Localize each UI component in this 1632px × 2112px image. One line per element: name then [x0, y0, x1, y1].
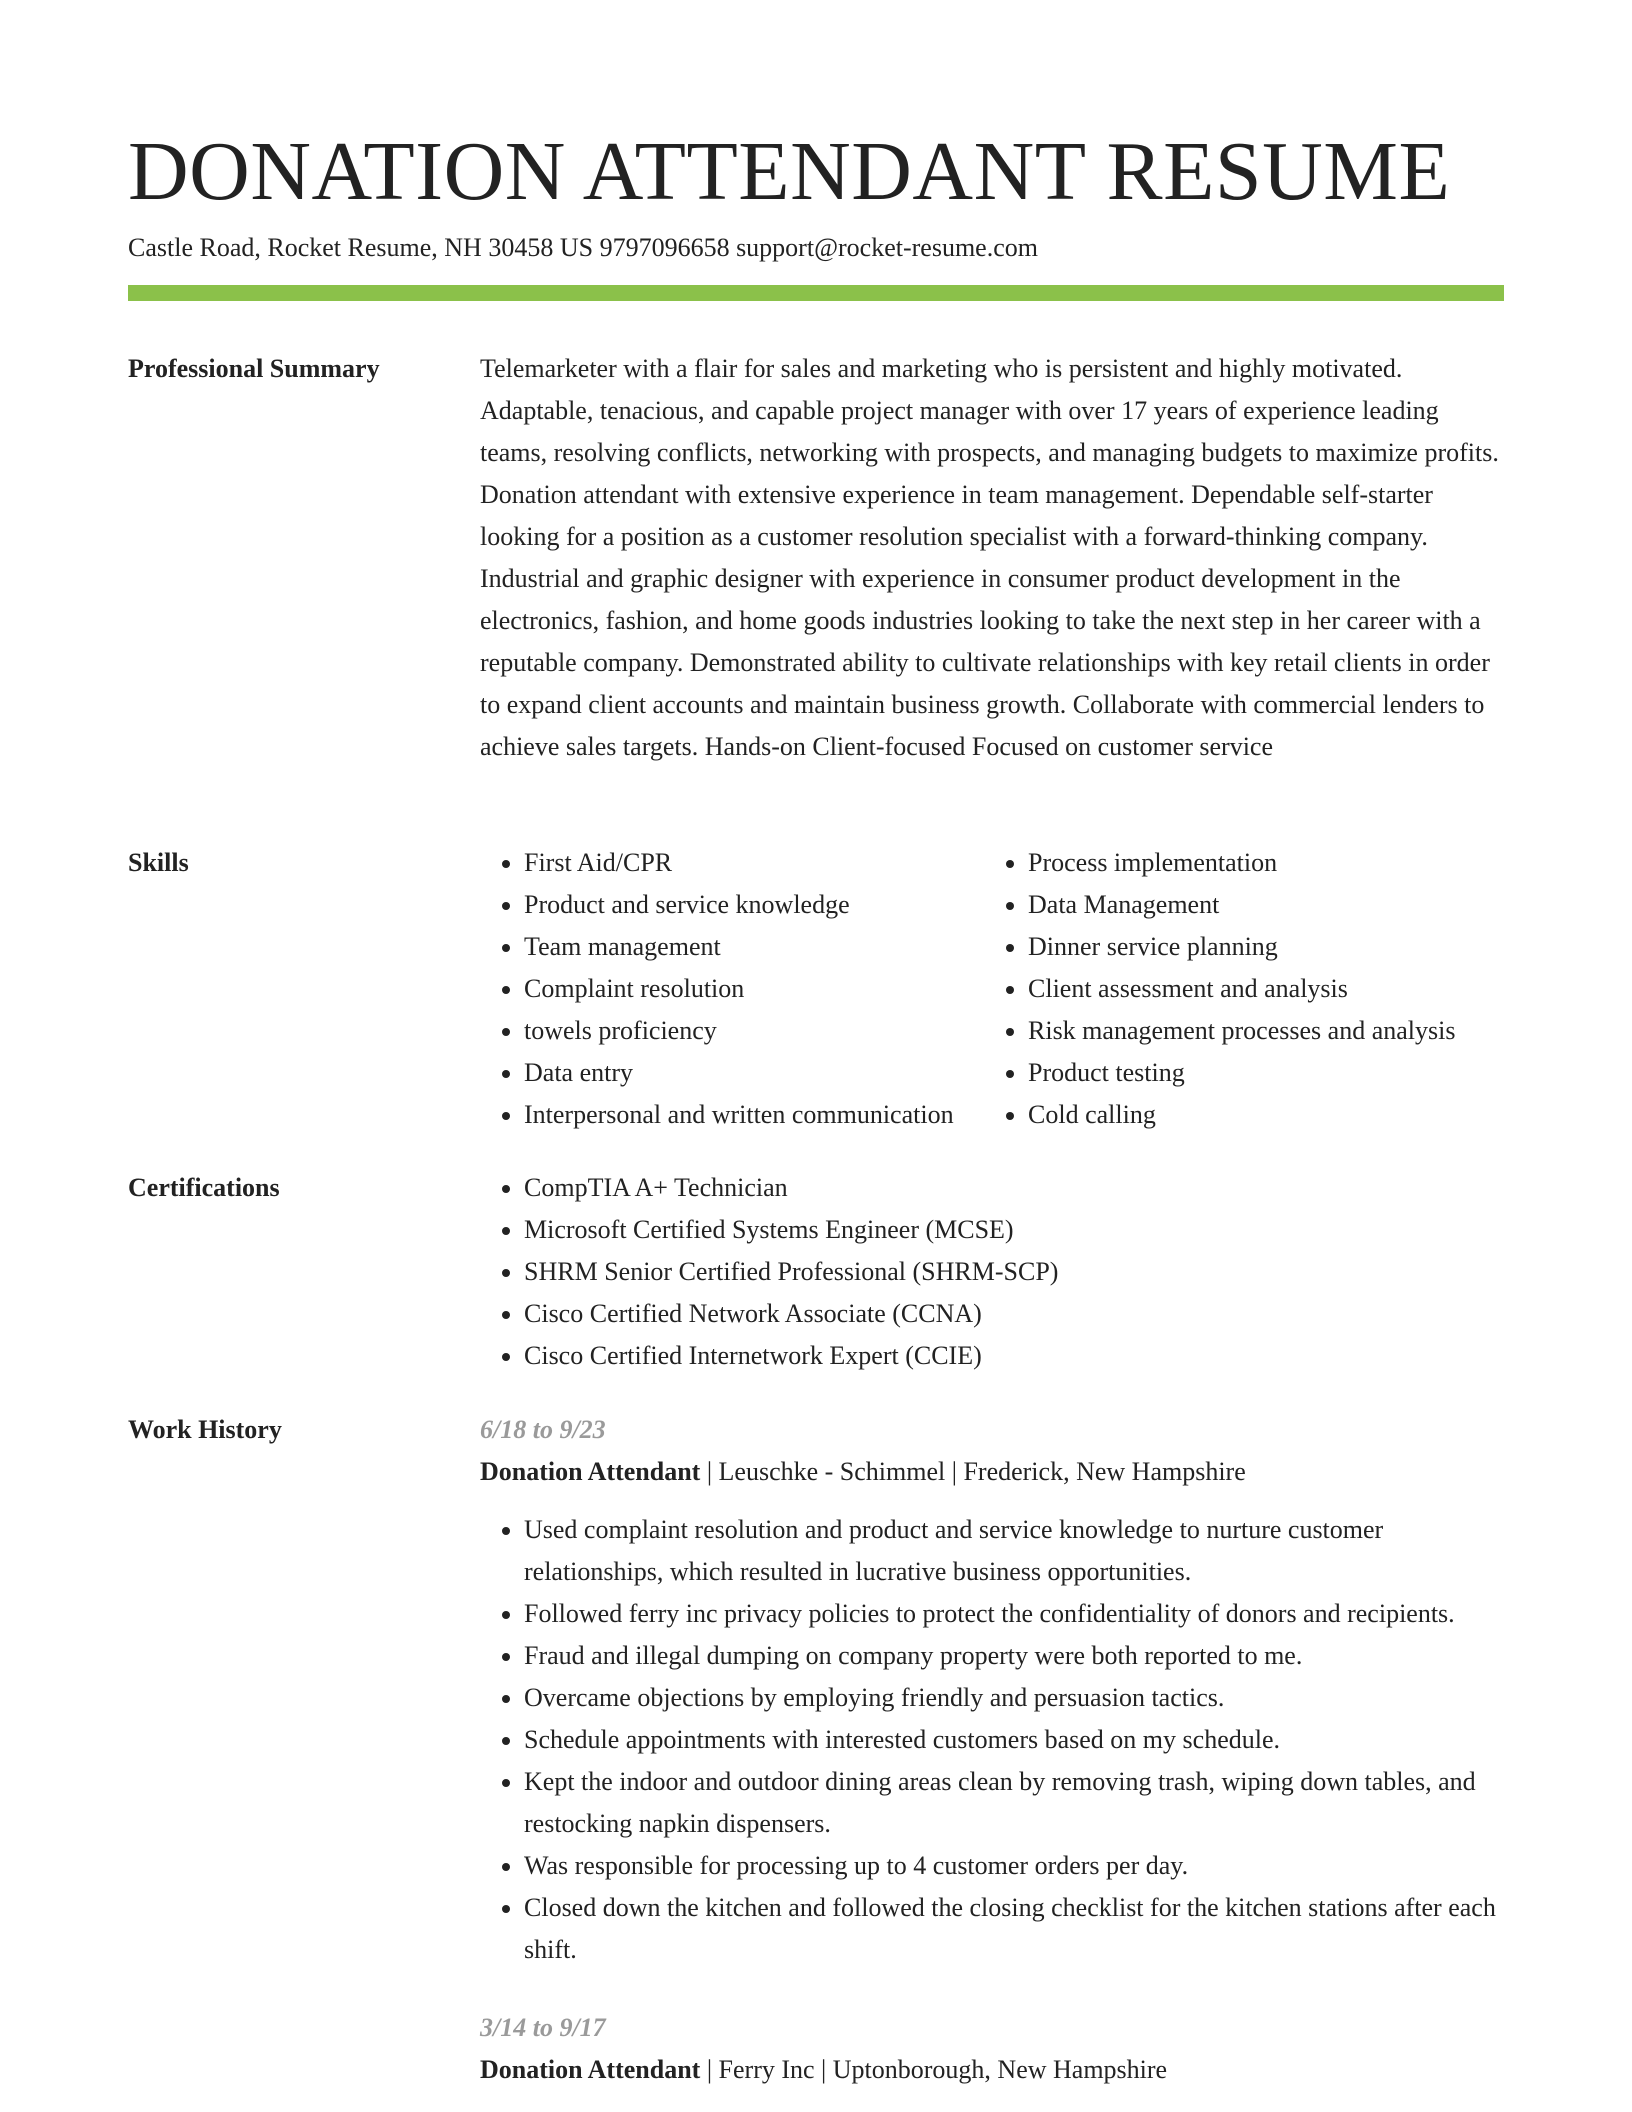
skill-item: • Team management: [524, 926, 984, 968]
job-company-location: | Ferry Inc | Uptonborough, New Hampshire: [700, 2055, 1168, 2084]
job-dates: 3/14 to 9/17: [480, 2013, 606, 2042]
job-entry: [480, 1409, 1504, 1971]
work-history-heading: Work History: [128, 1415, 282, 1444]
certification-item: • Microsoft Certified Systems Engineer (MCSE): [524, 1209, 1504, 1251]
skills-column-right: [984, 842, 1504, 1136]
skills-column-left: [480, 842, 984, 1136]
certifications-list: [480, 1167, 1504, 1377]
skill-item: • Product testing: [1028, 1052, 1504, 1094]
skill-item: • Risk management processes and analysis: [1028, 1010, 1504, 1052]
skill-item: • Client assessment and analysis: [1028, 968, 1504, 1010]
summary-body: [480, 348, 1504, 768]
skill-item: • Cold calling: [1028, 1094, 1504, 1136]
accent-divider: [128, 285, 1504, 301]
work-history-body: [480, 1409, 1504, 2107]
summary-heading: Professional Summary: [128, 354, 380, 383]
job-bullet-list: [480, 1509, 1504, 1971]
skill-item: • Data entry: [524, 1052, 984, 1094]
certification-item: • CompTIA A+ Technician: [524, 1167, 1504, 1209]
skills-section: [128, 842, 1504, 1142]
job-company-location: | Leuschke - Schimmel | Frederick, New Hampshire: [700, 1457, 1246, 1486]
job-heading-line: [480, 2049, 1504, 2091]
skills-list-left: [480, 842, 984, 1136]
summary-text: Telemarketer with a flair for sales and marketing who is persistent and highly motivated. Adaptable, tenacious, and capable project manager with over 17 years of experience leading teams, resolving conflicts, networking with prospects, and managing budgets to maximize profits. Donation attendant with extensive experience in team management. Dependable self-starter looking for a position as a customer resolution specialist with a forward-thinking company. Industrial and graphic designer with experience in consumer product development in the electronics, fashion, and home goods industries looking to take the next step in her career with a reputable company. Demonstrated ability to cultivate relationships with key retail clients in order to expand client accounts and maintain business growth. Collaborate with commercial lenders to achieve sales targets. Hands-on Client-focused Focused on customer service: [480, 354, 1499, 761]
job-dates: 6/18 to 9/23: [480, 1415, 606, 1444]
contact-line: Castle Road, Rocket Resume, NH 30458 US 9797096658 support@rocket-resume.com: [128, 233, 1038, 262]
skill-item: • Interpersonal and written communication: [524, 1094, 984, 1136]
skill-item: • towels proficiency: [524, 1010, 984, 1052]
certification-item: • Cisco Certified Internetwork Expert (CCIE): [524, 1335, 1504, 1377]
resume-title: DONATION ATTENDANT RESUME: [128, 125, 1451, 218]
job-bullet: • Closed down the kitchen and followed the closing checklist for the kitchen stations after each shift.: [524, 1887, 1504, 1971]
job-bullet: • Schedule appointments with interested customers based on my schedule.: [524, 1719, 1504, 1761]
job-bullet: • Overcame objections by employing friendly and persuasion tactics.: [524, 1677, 1504, 1719]
job-heading-line: [480, 1451, 1504, 1493]
certifications-body: [480, 1167, 1504, 1377]
job-bullet: • Kept the indoor and outdoor dining areas clean by removing trash, wiping down tables, and restocking napkin dispensers.: [524, 1761, 1504, 1845]
job-bullet: • Used complaint resolution and product and service knowledge to nurture customer relationships, which resulted in lucrative business opportunities.: [524, 1509, 1504, 1593]
certification-item: • Cisco Certified Network Associate (CCNA): [524, 1293, 1504, 1335]
skill-item: • Product and service knowledge: [524, 884, 984, 926]
skills-body: [480, 842, 1504, 1142]
job-title: Donation Attendant: [480, 1457, 701, 1486]
certification-item: • SHRM Senior Certified Professional (SHRM-SCP): [524, 1251, 1504, 1293]
skills-list-right: [984, 842, 1504, 1136]
job-entry: [480, 2007, 1504, 2091]
skills-heading: Skills: [128, 848, 189, 877]
skill-item: • First Aid/CPR: [524, 842, 984, 884]
certifications-heading: Certifications: [128, 1173, 280, 1202]
skill-item: • Complaint resolution: [524, 968, 984, 1010]
job-bullet: • Fraud and illegal dumping on company property were both reported to me.: [524, 1635, 1504, 1677]
skill-item: • Data Management: [1028, 884, 1504, 926]
job-title: Donation Attendant: [480, 2055, 701, 2084]
skill-item: • Dinner service planning: [1028, 926, 1504, 968]
skill-item: • Process implementation: [1028, 842, 1504, 884]
job-bullet: • Was responsible for processing up to 4 customer orders per day.: [524, 1845, 1504, 1887]
job-bullet: • Followed ferry inc privacy policies to protect the confidentiality of donors and recipients.: [524, 1593, 1504, 1635]
